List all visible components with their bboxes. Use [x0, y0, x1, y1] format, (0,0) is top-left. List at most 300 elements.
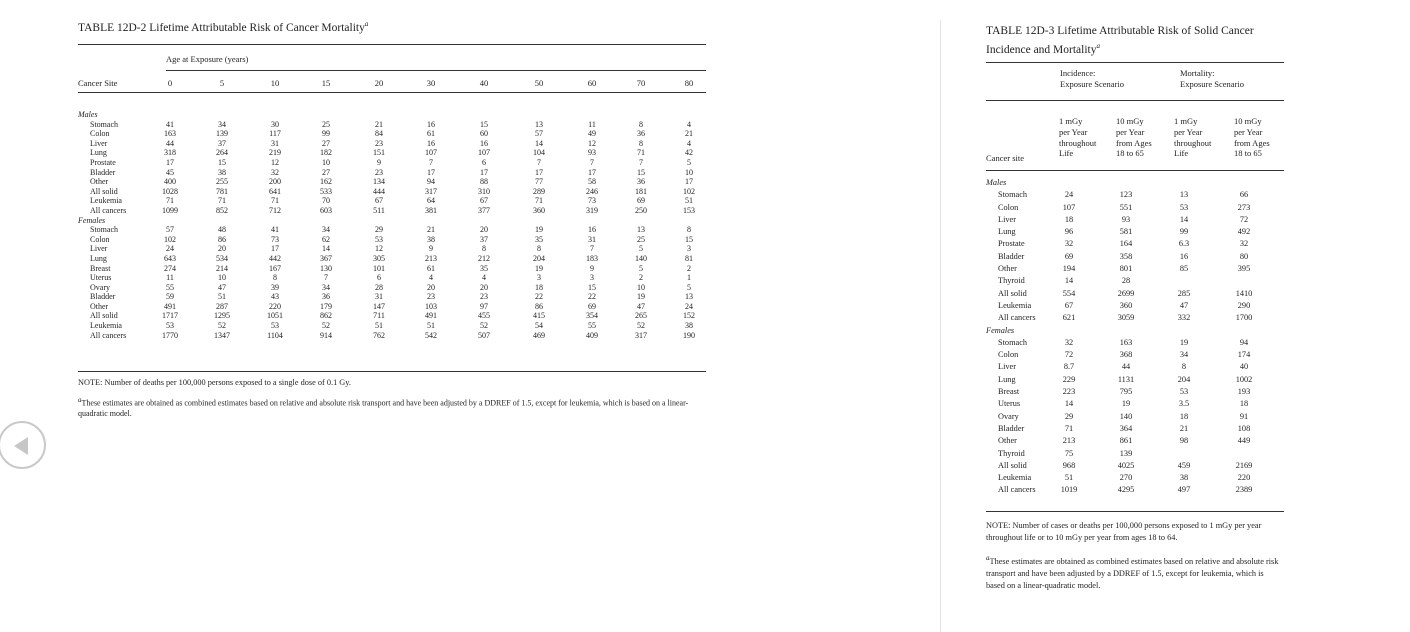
- mortality-scenario: Exposure Scenario: [1180, 79, 1244, 89]
- scenario-header: [1174, 116, 1211, 159]
- table-cell: 71: [166, 196, 174, 206]
- table-cell: 507: [478, 330, 490, 340]
- table-cell: 93: [1121, 214, 1131, 224]
- table-cell: 3: [687, 244, 691, 254]
- table-cell: 16: [588, 225, 596, 235]
- table-cell: 42: [685, 148, 693, 158]
- table-cell: 12: [588, 138, 596, 148]
- table-cell: 364: [1119, 423, 1133, 433]
- table-cell: 368: [1119, 350, 1133, 360]
- table-cell: 367: [320, 253, 332, 263]
- table-cell: 360: [533, 205, 545, 215]
- group-label: Females: [78, 215, 106, 225]
- table-cell: 21: [427, 225, 435, 235]
- table-cell: 85: [1179, 264, 1189, 274]
- table-cell: 13: [1179, 190, 1189, 200]
- table-cell: 16: [427, 138, 435, 148]
- table-title-line2: Incidence and Mortality: [986, 43, 1097, 56]
- table-cell: 17: [535, 167, 543, 177]
- table-cell: 194: [1062, 264, 1076, 274]
- table-cell: 2: [687, 263, 691, 273]
- table-body: [78, 110, 706, 340]
- table-cell: 13: [535, 119, 543, 129]
- table-cell: 72: [1239, 214, 1249, 224]
- table-cell: 182: [320, 148, 332, 158]
- table-cell: 38: [218, 167, 226, 177]
- table-cell: 17: [480, 167, 488, 177]
- row-label: Bladder: [90, 167, 116, 177]
- table-cell: 102: [683, 186, 695, 196]
- table-cell: 48: [218, 225, 226, 235]
- table-cell: 8.7: [1063, 362, 1075, 372]
- table-cell: 69: [637, 196, 645, 206]
- table-cell: 1002: [1235, 374, 1253, 384]
- table-cell: 64: [427, 196, 435, 206]
- table-cell: 80: [1239, 251, 1249, 261]
- table-cell: 8: [273, 273, 277, 283]
- table-row: [986, 312, 1284, 324]
- table-cell: 1717: [162, 311, 178, 321]
- table-cell: 71: [637, 148, 645, 158]
- table-cell: 32: [271, 167, 279, 177]
- table-row: [986, 238, 1284, 250]
- table-cell: 2699: [1117, 288, 1135, 298]
- table-cell: 66: [1239, 190, 1249, 200]
- top-rule: [986, 62, 1284, 63]
- table-cell: 1051: [267, 311, 283, 321]
- site-header: Cancer site: [986, 153, 1024, 163]
- table-cell: 8: [639, 119, 643, 129]
- table-cell: 140: [1119, 411, 1133, 421]
- table-cell: 1: [687, 273, 691, 283]
- incidence-label: Incidence:: [1060, 68, 1096, 78]
- table-cell: 20: [218, 244, 226, 254]
- table-cell: 17: [271, 244, 279, 254]
- table-cell: 19: [1121, 399, 1131, 409]
- table-cell: 442: [269, 253, 281, 263]
- table-cell: 455: [478, 311, 490, 321]
- row-label: Liver: [998, 362, 1016, 372]
- table-title: [986, 24, 1284, 58]
- row-label: Other: [998, 436, 1017, 446]
- table-cell: 415: [533, 311, 545, 321]
- table-cell: 54: [535, 321, 543, 331]
- table-cell: 47: [1179, 300, 1189, 310]
- table-cell: 25: [637, 234, 645, 244]
- table-cell: 153: [683, 205, 695, 215]
- title-footnote-mark: a: [1096, 42, 1100, 50]
- table-cell: 15: [480, 119, 488, 129]
- table-cell: 14: [322, 244, 330, 254]
- table-cell: 24: [685, 301, 693, 311]
- table-cell: 852: [216, 205, 228, 215]
- table-cell: 459: [1177, 460, 1191, 470]
- table-cell: 43: [271, 292, 279, 302]
- table-row: [78, 321, 706, 331]
- table-cell: 220: [1237, 473, 1251, 483]
- table-cell: 31: [375, 292, 383, 302]
- table-cell: 84: [375, 129, 383, 139]
- table-cell: 21: [1179, 423, 1189, 433]
- table-row: [78, 187, 706, 197]
- table-cell: 39: [271, 282, 279, 292]
- table-cell: 94: [1239, 337, 1249, 347]
- table-cell: 4: [482, 273, 486, 283]
- table-cell: 163: [164, 129, 176, 139]
- table-cell: 38: [1179, 473, 1189, 483]
- table-title-line1: TABLE 12D-3 Lifetime Attributable Risk of Solid Cancer: [986, 25, 1254, 37]
- table-cell: 57: [166, 225, 174, 235]
- table-cell: 17: [427, 167, 435, 177]
- table-cell: 20: [480, 225, 488, 235]
- row-label: Bladder: [90, 292, 116, 302]
- table-cell: 492: [1237, 227, 1251, 237]
- row-label: Liver: [998, 214, 1016, 224]
- table-row: [986, 411, 1284, 423]
- table-cell: 44: [166, 138, 174, 148]
- table-cell: 99: [1179, 227, 1189, 237]
- table-cell: 73: [588, 196, 596, 206]
- scenario-header-line: 18 to 65: [1116, 148, 1144, 159]
- table-cell: 20: [427, 282, 435, 292]
- table-cell: 5: [687, 282, 691, 292]
- table-cell: 12: [271, 157, 279, 167]
- table-cell: 214: [216, 263, 228, 273]
- table-cell: 104: [533, 148, 545, 158]
- table-row: [78, 120, 706, 130]
- scenario-header-line: per Year: [1234, 126, 1263, 137]
- table-cell: 220: [269, 301, 281, 311]
- table-row: [986, 386, 1284, 398]
- table-body: [986, 177, 1284, 497]
- table-cell: 34: [218, 119, 226, 129]
- table-cell: 1131: [1117, 374, 1135, 384]
- table-cell: 18: [1179, 411, 1189, 421]
- table-row: [986, 398, 1284, 410]
- table-cell: 22: [588, 292, 596, 302]
- mortality-label: Mortality:: [1180, 68, 1215, 78]
- row-label: Leukemia: [998, 473, 1032, 483]
- table-cell: 11: [588, 119, 596, 129]
- table-row: [78, 244, 706, 254]
- table-row: [78, 331, 706, 341]
- row-label: Breast: [90, 263, 111, 273]
- table-cell: 58: [588, 177, 596, 187]
- age-header-cell: 10: [270, 78, 280, 88]
- table-cell: 18: [1239, 399, 1249, 409]
- bottom-rule: [986, 511, 1284, 512]
- table-cell: 179: [320, 301, 332, 311]
- table-cell: 3059: [1117, 313, 1135, 323]
- table-cell: 305: [373, 253, 385, 263]
- footnote-mark: a: [78, 396, 82, 404]
- table-cell: 47: [218, 282, 226, 292]
- table-cell: 8: [1181, 362, 1187, 372]
- scenario-header-line: Life: [1059, 148, 1074, 159]
- mortality-group-header: [1180, 68, 1244, 90]
- table-row: [986, 460, 1284, 472]
- table-cell: 289: [533, 186, 545, 196]
- table-cell: 107: [478, 148, 490, 158]
- table-row: [78, 254, 706, 264]
- table-row: [986, 263, 1284, 275]
- table-cell: 8: [537, 244, 541, 254]
- table-cell: 162: [320, 177, 332, 187]
- row-label: Bladder: [998, 423, 1025, 433]
- table-cell: 795: [1119, 387, 1133, 397]
- table-row: [986, 226, 1284, 238]
- scenario-header: [1116, 116, 1152, 159]
- table-cell: 15: [588, 282, 596, 292]
- age-header: Age at Exposure (years): [166, 54, 249, 64]
- row-label: Lung: [998, 227, 1016, 237]
- table-cell: 9: [377, 157, 381, 167]
- previous-page-button[interactable]: [0, 421, 46, 469]
- table-cell: 1099: [162, 205, 178, 215]
- table-cell: 287: [216, 301, 228, 311]
- table-cell: 51: [375, 321, 383, 331]
- table-cell: 6.3: [1178, 239, 1190, 249]
- table-row: [986, 214, 1284, 226]
- table-cell: 103: [425, 301, 437, 311]
- age-header-cell: 20: [374, 78, 384, 88]
- row-label: All cancers: [90, 330, 127, 340]
- row-label: Leukemia: [90, 321, 122, 331]
- table-cell: 534: [216, 253, 228, 263]
- table-cell: 53: [166, 321, 174, 331]
- table-row: [78, 302, 706, 312]
- table-cell: 862: [320, 311, 332, 321]
- table-cell: 4: [687, 138, 691, 148]
- table-cell: 603: [320, 205, 332, 215]
- table-cell: 6: [482, 157, 486, 167]
- scenario-header-line: per Year: [1059, 126, 1088, 137]
- row-label: Lung: [90, 253, 107, 263]
- table-cell: 1700: [1235, 313, 1253, 323]
- table-cell: 99: [322, 129, 330, 139]
- table-cell: 37: [218, 138, 226, 148]
- table-cell: 354: [586, 311, 598, 321]
- scenario-header-line: 18 to 65: [1234, 148, 1262, 159]
- table-row: [986, 337, 1284, 349]
- table-row: [986, 251, 1284, 263]
- table-cell: 554: [1062, 288, 1076, 298]
- top-rule: [78, 44, 706, 45]
- footnote-text: These estimates are obtained as combined estimates based on relative and absolute risk transport and have been adjusted by a DDREF of 1.5, except for leukemia, which is based on a linear-quadratic model.: [78, 398, 689, 419]
- table-cell: 28: [1121, 276, 1131, 286]
- row-label: Lung: [998, 374, 1016, 384]
- table-cell: 13: [685, 292, 693, 302]
- row-label: Liver: [90, 244, 108, 254]
- title-footnote-mark: a: [364, 20, 369, 28]
- age-header-cell: 15: [321, 78, 331, 88]
- table-cell: 9: [429, 244, 433, 254]
- row-label: Stomach: [90, 119, 118, 129]
- table-title: [78, 20, 368, 34]
- table-note: NOTE: Number of cases or deaths per 100,000 persons exposed to 1 mGy per year throughout life or to 10 mGy per year from ages 18 to 64.: [986, 521, 1262, 542]
- table-cell: 581: [1119, 227, 1133, 237]
- table-cell: 77: [535, 177, 543, 187]
- table-cell: 32: [1064, 239, 1074, 249]
- table-cell: 108: [1237, 423, 1251, 433]
- table-cell: 53: [1179, 387, 1189, 397]
- table-cell: 27: [322, 138, 330, 148]
- table-cell: 213: [1062, 436, 1076, 446]
- scenario-header: [1234, 116, 1270, 159]
- table-cell: 17: [685, 177, 693, 187]
- group-rule: [986, 100, 1284, 101]
- table-cell: 139: [216, 129, 228, 139]
- table-cell: 98: [1179, 436, 1189, 446]
- table-cell: 497: [1177, 485, 1191, 495]
- table-cell: 2389: [1235, 485, 1253, 495]
- age-header-cell: 0: [167, 78, 173, 88]
- table-cell: 5: [639, 263, 643, 273]
- row-label: Thyroid: [998, 448, 1025, 458]
- table-cell: 15: [637, 167, 645, 177]
- table-cell: 9: [590, 263, 594, 273]
- table-cell: 290: [1237, 300, 1251, 310]
- group-row: [78, 216, 706, 226]
- table-row: [78, 148, 706, 158]
- table-cell: 151: [373, 148, 385, 158]
- table-cell: 71: [535, 196, 543, 206]
- table-cell: 31: [271, 138, 279, 148]
- table-cell: 264: [216, 148, 228, 158]
- group-row: [78, 110, 706, 120]
- table-cell: 968: [1062, 460, 1076, 470]
- table-cell: 107: [1062, 202, 1076, 212]
- table-cell: 101: [373, 263, 385, 273]
- table-cell: 491: [425, 311, 437, 321]
- table-cell: 204: [1177, 374, 1191, 384]
- table-cell: 449: [1237, 436, 1251, 446]
- table-cell: 265: [635, 311, 647, 321]
- row-label: All solid: [998, 288, 1027, 298]
- table-cell: 511: [373, 205, 385, 215]
- table-cell: 41: [271, 225, 279, 235]
- scenario-header-line: throughout: [1059, 137, 1097, 148]
- table-cell: 81: [685, 253, 693, 263]
- age-header-cell: 30: [426, 78, 436, 88]
- table-cell: 4295: [1117, 485, 1135, 495]
- table-row: [78, 292, 706, 302]
- table-cell: 317: [635, 330, 647, 340]
- table-cell: 19: [535, 225, 543, 235]
- table-cell: 10: [637, 282, 645, 292]
- table-cell: 123: [1119, 190, 1133, 200]
- row-label: Colon: [998, 350, 1019, 360]
- table-cell: 34: [1179, 350, 1189, 360]
- table-cell: 7: [324, 273, 328, 283]
- table-cell: 400: [164, 177, 176, 187]
- table-cell: 193: [1237, 387, 1251, 397]
- table-title-line2-wrap: [986, 39, 1284, 58]
- table-cell: 274: [164, 263, 176, 273]
- table-cell: 246: [586, 186, 598, 196]
- table-row: [986, 189, 1284, 201]
- table-row: [986, 288, 1284, 300]
- table-cell: 20: [480, 282, 488, 292]
- table-cell: 51: [218, 292, 226, 302]
- table-cell: 801: [1119, 264, 1133, 274]
- table-cell: 152: [683, 311, 695, 321]
- row-label: Breast: [998, 387, 1020, 397]
- age-rule: [166, 70, 706, 71]
- row-label: Leukemia: [998, 300, 1032, 310]
- table-cell: 61: [427, 129, 435, 139]
- bottom-rule: [78, 371, 706, 372]
- table-cell: 17: [166, 157, 174, 167]
- table-cell: 19: [637, 292, 645, 302]
- table-cell: 163: [1119, 337, 1133, 347]
- table-row: [986, 300, 1284, 312]
- table-cell: 533: [320, 186, 332, 196]
- table-cell: 317: [425, 186, 437, 196]
- table-row: [986, 275, 1284, 287]
- table-cell: 6: [377, 273, 381, 283]
- table-row: [986, 448, 1284, 460]
- group-label: Males: [986, 178, 1007, 187]
- table-cell: 29: [375, 225, 383, 235]
- table-cell: 40: [1239, 362, 1249, 372]
- table-cell: 762: [373, 330, 385, 340]
- table-cell: 5: [687, 157, 691, 167]
- table-cell: 15: [685, 234, 693, 244]
- header-rule: [986, 170, 1284, 171]
- table-cell: 52: [218, 321, 226, 331]
- table-cell: 96: [1064, 227, 1074, 237]
- table-cell: 285: [1177, 288, 1191, 298]
- table-cell: 91: [1239, 411, 1249, 421]
- table-cell: 21: [375, 119, 383, 129]
- table-cell: 18: [535, 282, 543, 292]
- table-row: [986, 472, 1284, 484]
- table-cell: 200: [269, 177, 281, 187]
- table-cell: 2169: [1235, 460, 1253, 470]
- row-label: Ovary: [90, 282, 110, 292]
- table-cell: 53: [1179, 202, 1189, 212]
- table-cell: 36: [322, 292, 330, 302]
- table-cell: 59: [166, 292, 174, 302]
- table-cell: 861: [1119, 436, 1133, 446]
- table-cell: 8: [482, 244, 486, 254]
- table-cell: 360: [1119, 300, 1133, 310]
- table-cell: 23: [427, 292, 435, 302]
- table-cell: 53: [375, 234, 383, 244]
- table-cell: 86: [218, 234, 226, 244]
- table-row: [986, 374, 1284, 386]
- table-cell: 3: [537, 273, 541, 283]
- table-row: [986, 361, 1284, 373]
- table-cell: 45: [166, 167, 174, 177]
- table-cell: 55: [588, 321, 596, 331]
- table-cell: 27: [322, 167, 330, 177]
- row-label: Colon: [90, 234, 110, 244]
- table-cell: 117: [269, 129, 281, 139]
- row-label: Bladder: [998, 251, 1025, 261]
- table-cell: 1410: [1235, 288, 1253, 298]
- table-cell: 10: [322, 157, 330, 167]
- table-row: [78, 235, 706, 245]
- row-label: Leukemia: [90, 196, 122, 206]
- table-cell: 16: [427, 119, 435, 129]
- table-row: [78, 283, 706, 293]
- table-cell: 13: [637, 225, 645, 235]
- table-cell: 75: [1064, 448, 1074, 458]
- table-cell: 174: [1237, 350, 1251, 360]
- table-cell: 24: [1064, 190, 1074, 200]
